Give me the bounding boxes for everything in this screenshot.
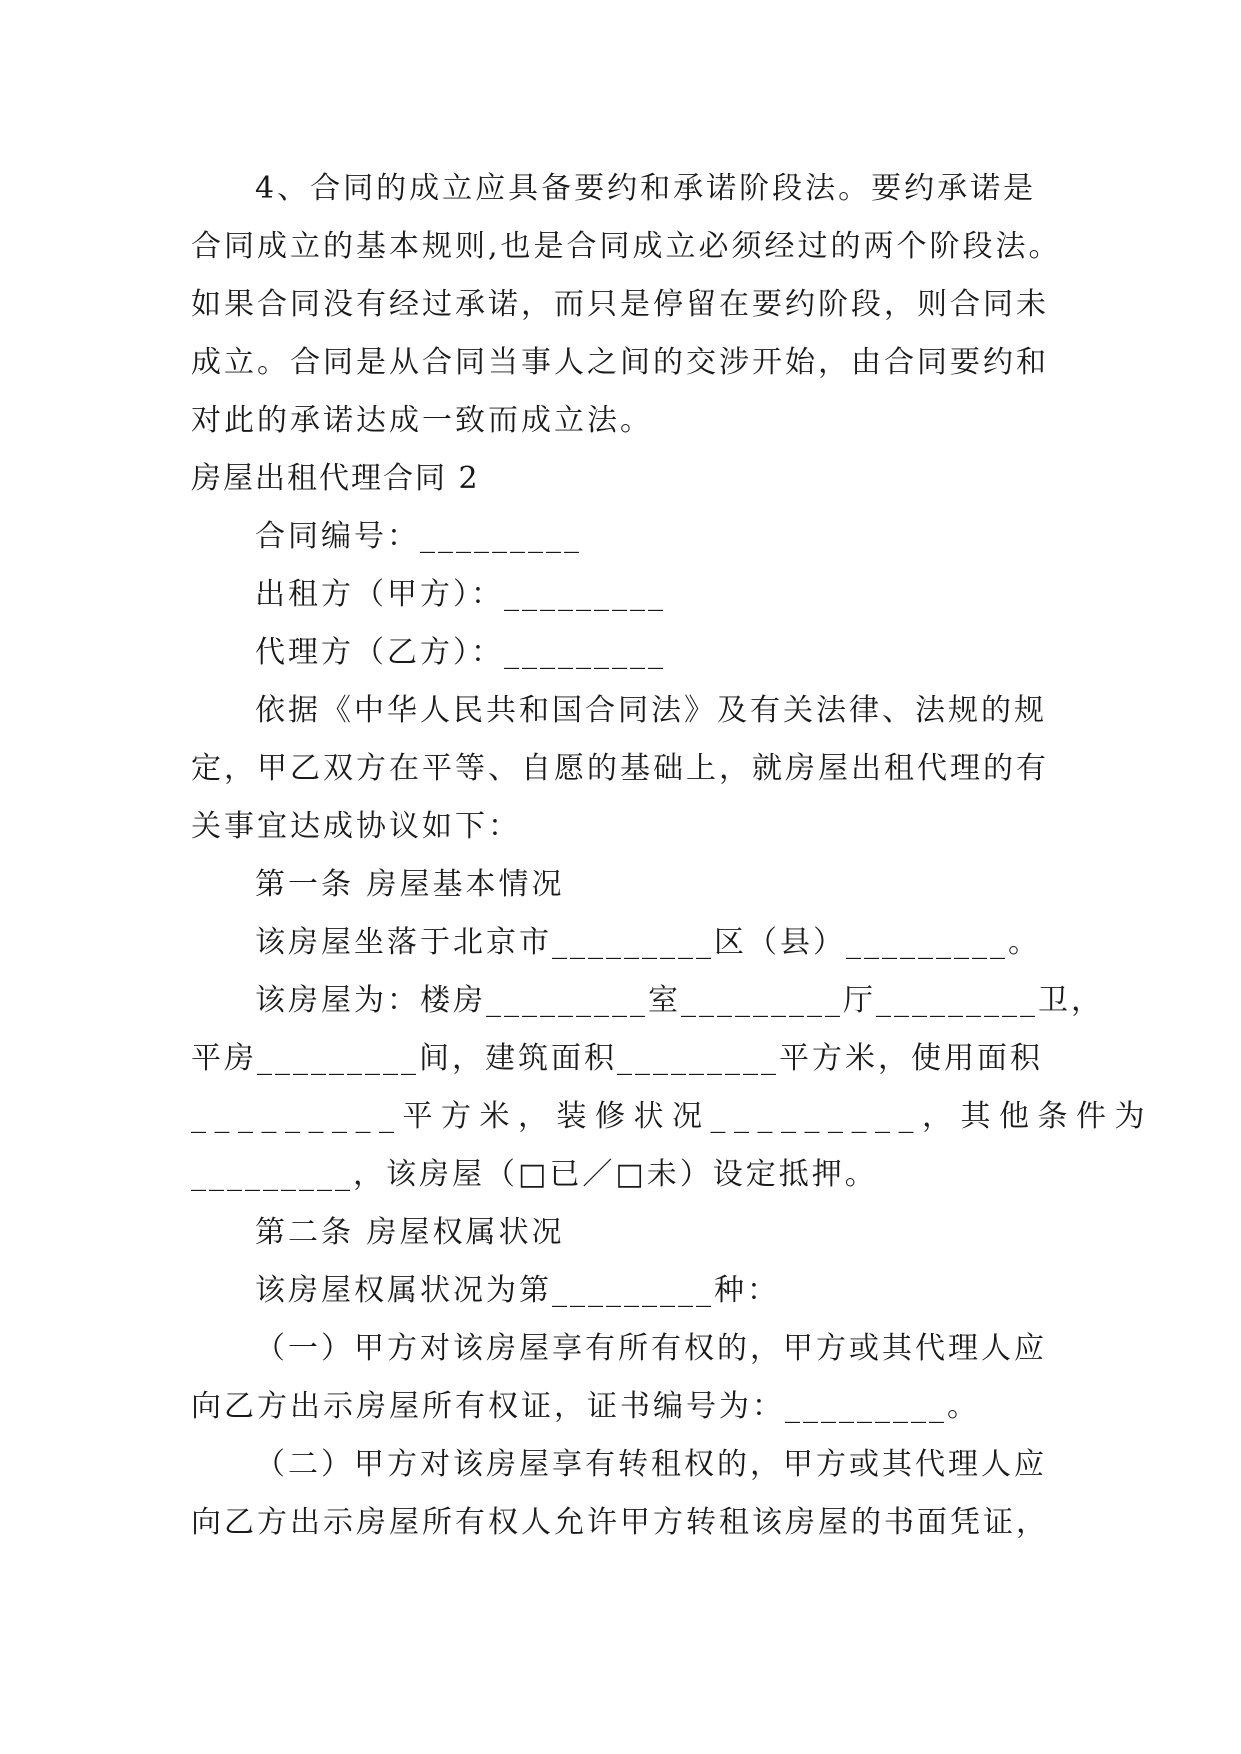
paragraph-line: 合同成立的基本规则,也是合同成立必须经过的两个阶段法。 — [191, 229, 1062, 264]
contract-number-field: 合同编号：_________ — [255, 519, 582, 554]
paragraph-line: 关事宜达成协议如下： — [191, 809, 521, 844]
paragraph-line: _________平方米，装修状况_________，其他条件为 — [191, 1099, 1153, 1134]
paragraph-line: 成立。合同是从合同当事人之间的交涉开始，由合同要约和 — [191, 345, 1049, 380]
paragraph-line: 平房_________间，建筑面积_________平方米，使用面积 — [191, 1041, 1043, 1076]
paragraph-line: 向乙方出示房屋所有权人允许甲方转租该房屋的书面凭证， — [191, 1505, 1049, 1540]
paragraph-line: 如果合同没有经过承诺，而只是停留在要约阶段，则合同未 — [191, 287, 1049, 322]
paragraph-line: 对此的承诺达成一致而成立法。 — [191, 403, 653, 438]
paragraph-line: 向乙方出示房屋所有权证，证书编号为：_________。 — [191, 1389, 980, 1424]
section-title: 房屋出租代理合同 2 — [191, 461, 480, 496]
paragraph-line: 该房屋坐落于北京市_________区（县）_________。 — [255, 925, 1041, 960]
article-heading: 第二条 房屋权属状况 — [255, 1215, 565, 1250]
paragraph-line: 该房屋权属状况为第_________种： — [255, 1273, 780, 1308]
paragraph-line: 4、合同的成立应具备要约和承诺阶段法。要约承诺是 — [255, 171, 1037, 206]
article-heading: 第一条 房屋基本情况 — [255, 867, 565, 902]
paragraph-line: 依据《中华人民共和国合同法》及有关法律、法规的规 — [255, 693, 1047, 728]
paragraph-line: 定，甲乙双方在平等、自愿的基础上，就房屋出租代理的有 — [191, 751, 1049, 786]
lessor-field: 出租方（甲方）：_________ — [255, 577, 666, 612]
paragraph-line: 该房屋为：楼房_________室_________厅_________卫， — [255, 983, 1104, 1018]
paragraph-line: （二）甲方对该房屋享有转租权的，甲方或其代理人应 — [255, 1447, 1047, 1482]
paragraph-line: （一）甲方对该房屋享有所有权的，甲方或其代理人应 — [255, 1331, 1047, 1366]
document-body — [191, 160, 1153, 1552]
agent-field: 代理方（乙方）：_________ — [255, 635, 666, 670]
paragraph-line: _________，该房屋（□已／□未）设定抵押。 — [191, 1157, 878, 1192]
